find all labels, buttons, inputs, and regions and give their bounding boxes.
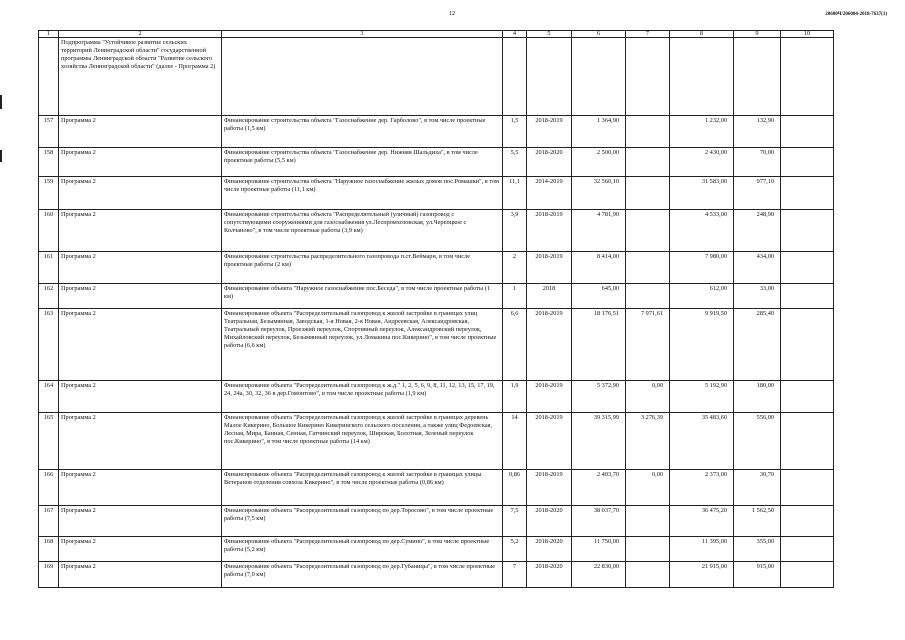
row-number: 168 [39, 537, 59, 562]
total-amount: 5 372,90 [572, 381, 626, 413]
total-amount: 1 364,90 [572, 116, 626, 148]
scan-edge-mark [0, 150, 2, 162]
years: 2018-2019 [527, 116, 572, 148]
column-number: 2 [59, 31, 222, 38]
amount-col8: 612,00 [670, 284, 734, 309]
column-number: 7 [626, 31, 670, 38]
program-name: Программа 2 [59, 537, 222, 562]
table-row [39, 252, 834, 284]
row-number: 159 [39, 177, 59, 210]
row-number: 162 [39, 284, 59, 309]
row-number: 157 [39, 116, 59, 148]
years: 2014-2019 [527, 177, 572, 210]
amount-col10 [781, 210, 834, 252]
amount-col9: 285,40 [734, 309, 781, 381]
column-number: 8 [670, 31, 734, 38]
amount-col9: 132,90 [734, 116, 781, 148]
years: 2018-2019 [527, 470, 572, 506]
column-number: 1 [39, 31, 59, 38]
program-name: Программа 2 [59, 309, 222, 381]
row-number: 158 [39, 148, 59, 177]
total-amount: 18 176,51 [572, 309, 626, 381]
total-amount: 39 315,99 [572, 413, 626, 470]
total-amount: 2 403,70 [572, 470, 626, 506]
length-km: 7,5 [503, 506, 527, 537]
total-amount: 8 414,00 [572, 252, 626, 284]
total-amount: 38 037,70 [572, 506, 626, 537]
table-row [39, 148, 834, 177]
amount-col9: 30,70 [734, 470, 781, 506]
column-number: 5 [527, 31, 572, 38]
years: 2018-2020 [527, 148, 572, 177]
scan-edge-mark [0, 95, 2, 109]
amount-col10 [781, 413, 834, 470]
table-row [39, 116, 834, 148]
column-number: 6 [572, 31, 626, 38]
description: Финансирование объекта "Наружное газоснабжение пос.Беседа", в том числе проектные работы (1 км) [222, 284, 503, 309]
description: Финансирование объекта "Распределительный газопровод к жилой застройке в границах улицы Ветеранов отделения совхоза Кикерино", в том числе проектные работы (0,86 км) [222, 470, 503, 506]
amount-col8: 35 483,60 [670, 413, 734, 470]
amount-col10 [781, 309, 834, 381]
total-amount: 22 830,00 [572, 562, 626, 588]
amount-col10 [781, 284, 834, 309]
total-amount: 11 750,00 [572, 537, 626, 562]
description: Финансирование объекта "Распределительный газопровод к ж.д." 1, 2, 5, 6, 9, 8, 11, 12, 13, 15, 17, 19, 24, 24a, 30, 32, 36 в дер.Гомонтово", в том числе проектные работы (1,9 км) [222, 381, 503, 413]
program-name: Программа 2 [59, 177, 222, 210]
amount-col7 [626, 148, 670, 177]
years: 2018-2019 [527, 210, 572, 252]
table-row [39, 562, 834, 588]
amount-col7 [626, 506, 670, 537]
document-reference: 20600Ч/206004-2018-7637(1) [825, 12, 887, 17]
description: Финансирование строительства распределительного газопровода п.ст.Веймарн, в том числе проектные работы (2 км) [222, 252, 503, 284]
table-row [39, 210, 834, 252]
amount-col7 [626, 537, 670, 562]
amount-col8: 36 475,20 [670, 506, 734, 537]
program-name: Программа 2 [59, 413, 222, 470]
table-row [39, 309, 834, 381]
row-number: 166 [39, 470, 59, 506]
amount-col9: 180,00 [734, 381, 781, 413]
amount-col9: 977,10 [734, 177, 781, 210]
total-amount: 2 500,00 [572, 148, 626, 177]
length-km: 1,5 [503, 116, 527, 148]
amount-col9: 355,00 [734, 537, 781, 562]
amount-col9: 556,00 [734, 413, 781, 470]
amount-col8: 31 583,00 [670, 177, 734, 210]
amount-col8: 7 980,00 [670, 252, 734, 284]
amount-col7 [626, 210, 670, 252]
program-name: Программа 2 [59, 506, 222, 537]
column-number: 10 [781, 31, 834, 38]
years: 2018-2019 [527, 413, 572, 470]
program-name: Программа 2 [59, 116, 222, 148]
length-km: 1,9 [503, 381, 527, 413]
length-km: 0,86 [503, 470, 527, 506]
length-km: 3,9 [503, 210, 527, 252]
amount-col8: 4 533,00 [670, 210, 734, 252]
amount-col7 [626, 562, 670, 588]
length-km: 7 [503, 562, 527, 588]
amount-col10 [781, 506, 834, 537]
amount-col8: 11 395,00 [670, 537, 734, 562]
length-km: 11,1 [503, 177, 527, 210]
program-name: Программа 2 [59, 562, 222, 588]
description: Финансирование объекта "Распределительный газопровод к жилой застройке в границах улиц Театральная, Безымянная, Заводская, 1-я Новая, 2-я Новая, Андреевская, Александровская, Театральный переулок, Проезжий переулок, Спортивный переулок, Александровский переулок, Михайловский переулок, Безымянный переулок, ул.Ломакина пос.Кикерино", в том числе проектные работы (6,6 км) [222, 309, 503, 381]
years: 2018-2020 [527, 537, 572, 562]
amount-col9: 915,00 [734, 562, 781, 588]
program-name: Программа 2 [59, 284, 222, 309]
table-row [39, 537, 834, 562]
length-km: 5,2 [503, 537, 527, 562]
years: 2018-2019 [527, 252, 572, 284]
total-amount: 645,00 [572, 284, 626, 309]
length-km: 2 [503, 252, 527, 284]
subprogram-row [39, 38, 834, 116]
amount-col7 [626, 116, 670, 148]
total-amount: 32 560,10 [572, 177, 626, 210]
description: Финансирование строительства объекта "Газоснабжение дер. Нижняя Шальдиха", в том числе проектные работы (5,5 км) [222, 148, 503, 177]
row-number: 161 [39, 252, 59, 284]
description: Финансирование объекта "Распределительный газопровод по дер.Губаницы", в том числе проектные работы (7,0 км) [222, 562, 503, 588]
amount-col10 [781, 537, 834, 562]
amount-col10 [781, 148, 834, 177]
amount-col9: 248,90 [734, 210, 781, 252]
row-number: 160 [39, 210, 59, 252]
amount-col9: 33,00 [734, 284, 781, 309]
subprogram-title: Подпрограмма "Устойчивое развитие сельских территорий Ленинградской области" государственной программы Ленинградской области "Развитие сельского хозяйства Ленинградской области" (далее - Программа 2) [59, 38, 222, 116]
column-number-row [39, 31, 834, 38]
amount-col7 [626, 177, 670, 210]
amount-col9: 70,00 [734, 148, 781, 177]
row-number: 167 [39, 506, 59, 537]
program-table [38, 30, 834, 588]
amount-col8: 1 232,00 [670, 116, 734, 148]
amount-col7: 7 971,61 [626, 309, 670, 381]
total-amount: 4 781,90 [572, 210, 626, 252]
amount-col10 [781, 470, 834, 506]
amount-col8: 2 430,00 [670, 148, 734, 177]
amount-col10 [781, 562, 834, 588]
description: Финансирование строительства объекта "Распределительный (уличный) газопровод с сопутствующими сооружениями для газоснабжения ул.Леспромхозовская, ул.Черепцкое с Колчаново", в том числе проектные работы (3,9 км) [222, 210, 503, 252]
length-km: 5,5 [503, 148, 527, 177]
amount-col10 [781, 116, 834, 148]
table-row [39, 177, 834, 210]
amount-col8: 5 192,90 [670, 381, 734, 413]
description: Финансирование строительства объекта "Наружное газоснабжение жилых домов пос.Ромашки", в том числе проектные работы (11,1 км) [222, 177, 503, 210]
column-number: 3 [222, 31, 503, 38]
program-name: Программа 2 [59, 470, 222, 506]
length-km: 14 [503, 413, 527, 470]
amount-col8: 2 373,00 [670, 470, 734, 506]
amount-col8: 21 915,00 [670, 562, 734, 588]
table-row [39, 506, 834, 537]
row-number: 163 [39, 309, 59, 381]
length-km: 6,6 [503, 309, 527, 381]
table-row [39, 381, 834, 413]
amount-col10 [781, 252, 834, 284]
program-name: Программа 2 [59, 210, 222, 252]
table-row [39, 284, 834, 309]
row-number: 169 [39, 562, 59, 588]
description: Финансирование объекта "Распределительный газопровод по дер.Сумино", в том числе проектные работы (5,2 км) [222, 537, 503, 562]
description: Финансирование объекта "Распределительный газопровод к жилой застройке в границах деревень Малое Кикерино, Большое Кикерино Кикеринского сельского поселения, а также улиц Федоевская, Лесная, Мира, Банная, Сенная, Гатчинский переулок, Широкая, Болотная, Зеленый переулок пос.Кикерино", в том числе проектные работы (14 км) [222, 413, 503, 470]
years: 2018-2019 [527, 381, 572, 413]
amount-col9: 1 562,50 [734, 506, 781, 537]
years: 2018-2019 [527, 309, 572, 381]
row-number: 164 [39, 381, 59, 413]
amount-col9: 434,00 [734, 252, 781, 284]
amount-col7 [626, 252, 670, 284]
column-number: 9 [734, 31, 781, 38]
amount-col7: 3 276,39 [626, 413, 670, 470]
amount-col10 [781, 177, 834, 210]
years: 2018-2020 [527, 562, 572, 588]
amount-col7: 0,00 [626, 381, 670, 413]
years: 2018 [527, 284, 572, 309]
years: 2018-2020 [527, 506, 572, 537]
column-number: 4 [503, 31, 527, 38]
description: Финансирование объекта "Распределительный газопровод по дер.Торосово", в том числе проектные работы (7,5 км) [222, 506, 503, 537]
description: Финансирование строительства объекта "Газоснабжение дер. Гарболово", в том числе проектные работы (1,5 км) [222, 116, 503, 148]
table-row [39, 413, 834, 470]
amount-col7: 0,00 [626, 470, 670, 506]
amount-col8: 9 919,50 [670, 309, 734, 381]
program-name: Программа 2 [59, 381, 222, 413]
amount-col10 [781, 381, 834, 413]
length-km: 1 [503, 284, 527, 309]
program-name: Программа 2 [59, 252, 222, 284]
table-row [39, 470, 834, 506]
program-name: Программа 2 [59, 148, 222, 177]
row-number: 165 [39, 413, 59, 470]
amount-col7 [626, 284, 670, 309]
page-number: 12 [449, 11, 455, 17]
